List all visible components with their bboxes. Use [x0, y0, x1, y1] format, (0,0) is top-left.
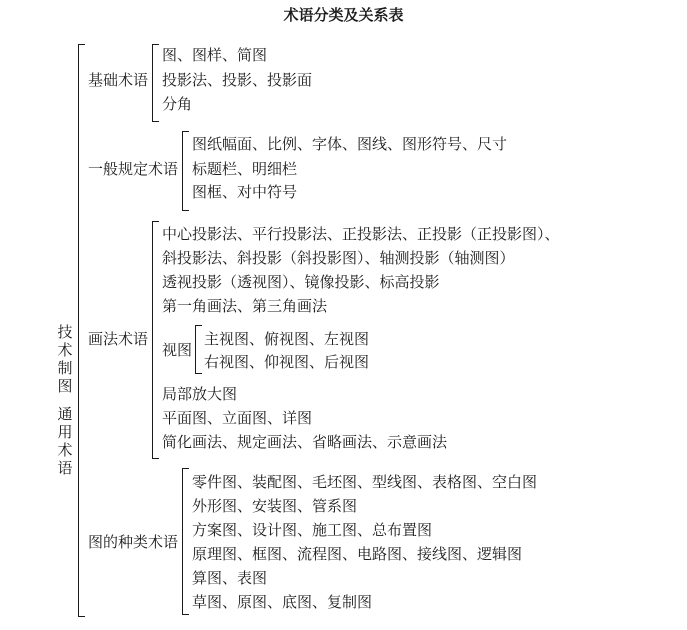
list-item: 第一角画法、第三角画法	[162, 297, 328, 315]
list-item: 右视图、仰视图、后视图	[204, 353, 370, 371]
list-item: 原理图、框图、流程图、电路图、接线图、逻辑图	[192, 545, 523, 563]
bracket-drawing-types	[182, 468, 189, 615]
list-item: 图框、对中符号	[192, 183, 298, 201]
page-title: 术语分类及关系表	[283, 6, 404, 24]
list-item: 透视投影（透视图）、镜像投影、标高投影	[162, 273, 440, 291]
list-item: 主视图、俯视图、左视图	[204, 330, 370, 348]
category-label-drawing-types: 图的种类术语	[88, 533, 179, 551]
list-item: 算图、表图	[192, 569, 268, 587]
list-item: 简化画法、规定画法、省略画法、示意画法	[162, 433, 448, 451]
list-item: 标题栏、明细栏	[192, 160, 298, 178]
list-item: 分角	[162, 95, 193, 113]
bracket-general	[182, 131, 189, 211]
category-label-drawing-methods: 画法术语	[88, 330, 149, 348]
list-item: 投影法、投影、投影面	[162, 71, 313, 89]
root-bracket	[78, 44, 85, 617]
root-label: 技 术 制 图 通 用 术 语	[57, 323, 73, 477]
bracket-drawing-methods	[152, 221, 159, 459]
list-item: 局部放大图	[162, 385, 238, 403]
list-item: 中心投影法、平行投影法、正投影法、正投影（正投影图）、	[162, 225, 560, 243]
list-item: 方案图、设计图、施工图、总布置图	[192, 521, 433, 539]
bracket-basic	[152, 44, 159, 122]
list-item: 图、图样、简图	[162, 46, 268, 64]
list-item: 外形图、安装图、管系图	[192, 497, 358, 515]
sub-label-views: 视图	[162, 341, 193, 359]
bracket-views	[195, 325, 202, 374]
list-item: 零件图、装配图、毛坯图、型线图、表格图、空白图	[192, 473, 538, 491]
list-item: 图纸幅面、比例、字体、图线、图形符号、尺寸	[192, 135, 508, 153]
list-item: 平面图、立面图、详图	[162, 409, 313, 427]
list-item: 草图、原图、底图、复制图	[192, 593, 373, 611]
category-label-basic: 基础术语	[88, 71, 149, 89]
category-label-general: 一般规定术语	[88, 160, 179, 178]
list-item: 斜投影法、斜投影（斜投影图）、轴测投影（轴测图）	[162, 249, 515, 267]
